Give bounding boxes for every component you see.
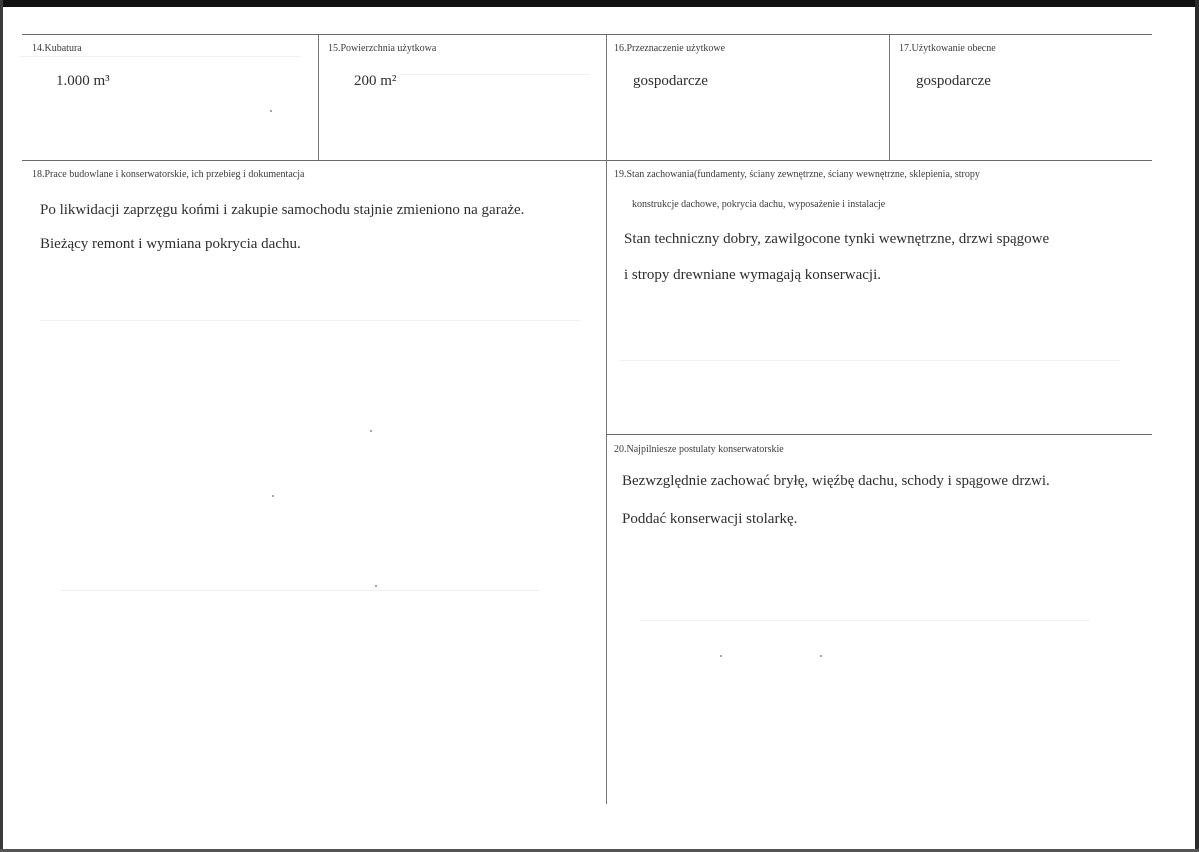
prace-line-2: Bieżący remont i wymiana pokrycia dachu. [40,236,301,252]
scan-artifact [400,74,590,75]
scan-artifact [40,320,580,321]
stan-label-cont: konstrukcje dachowe, pokrycia dachu, wyposażenie i instalacje [632,199,886,210]
grid-divider-15 [318,34,319,160]
powierzchnia-value: 200 m² [354,73,397,89]
postulaty-line-2: Poddać konserwacji stolarkę. [622,511,798,527]
scan-artifact [640,620,1090,621]
stan-label: 19.Stan zachowania(fundamenty, ściany zewnętrzne, ściany wewnętrzne, sklepienia, stropy [614,169,980,180]
scan-speck [375,585,377,587]
scan-artifact [20,56,300,57]
grid-top-line [22,34,1152,35]
scan-artifact [620,360,1120,361]
postulaty-line-1: Bezwzględnie zachować bryłę, więźbę dachu, schody i spągowe drzwi. [622,473,1050,489]
scan-speck [272,495,274,497]
kubatura-label: 14.Kubatura [32,43,82,54]
scan-speck [820,655,822,657]
uzytkowanie-value: gospodarcze [916,73,991,89]
przeznaczenie-value: gospodarcze [633,73,708,89]
scan-top-edge [0,0,1199,7]
powierzchnia-label: 15.Powierzchnia użytkowa [328,43,437,54]
scan-left-edge [0,0,3,852]
grid-divider-16 [606,34,607,804]
uzytkowanie-label: 17.Użytkowanie obecne [899,43,996,54]
stan-line-2: i stropy drewniane wymagają konserwacji. [624,267,881,283]
grid-postulaty-line [606,434,1152,435]
scan-artifact [60,590,540,591]
grid-middle-line [22,160,1152,161]
kubatura-value: 1.000 m³ [56,73,110,89]
grid-divider-17 [889,34,890,160]
scan-speck [720,655,722,657]
stan-line-1: Stan techniczny dobry, zawilgocone tynki wewnętrzne, drzwi spągowe [624,231,1050,247]
scan-right-edge [1195,0,1199,852]
przeznaczenie-label: 16.Przeznaczenie użytkowe [614,43,726,54]
scan-speck [370,430,372,432]
postulaty-label: 20.Najpilniesze postulaty konserwatorskie [614,444,784,455]
prace-line-1: Po likwidacji zaprzęgu końmi i zakupie samochodu stajnie zmieniono na garaże. [40,202,525,218]
prace-label: 18.Prace budowlane i konserwatorskie, ich przebieg i dokumentacja [32,169,305,180]
scan-speck [270,110,272,112]
